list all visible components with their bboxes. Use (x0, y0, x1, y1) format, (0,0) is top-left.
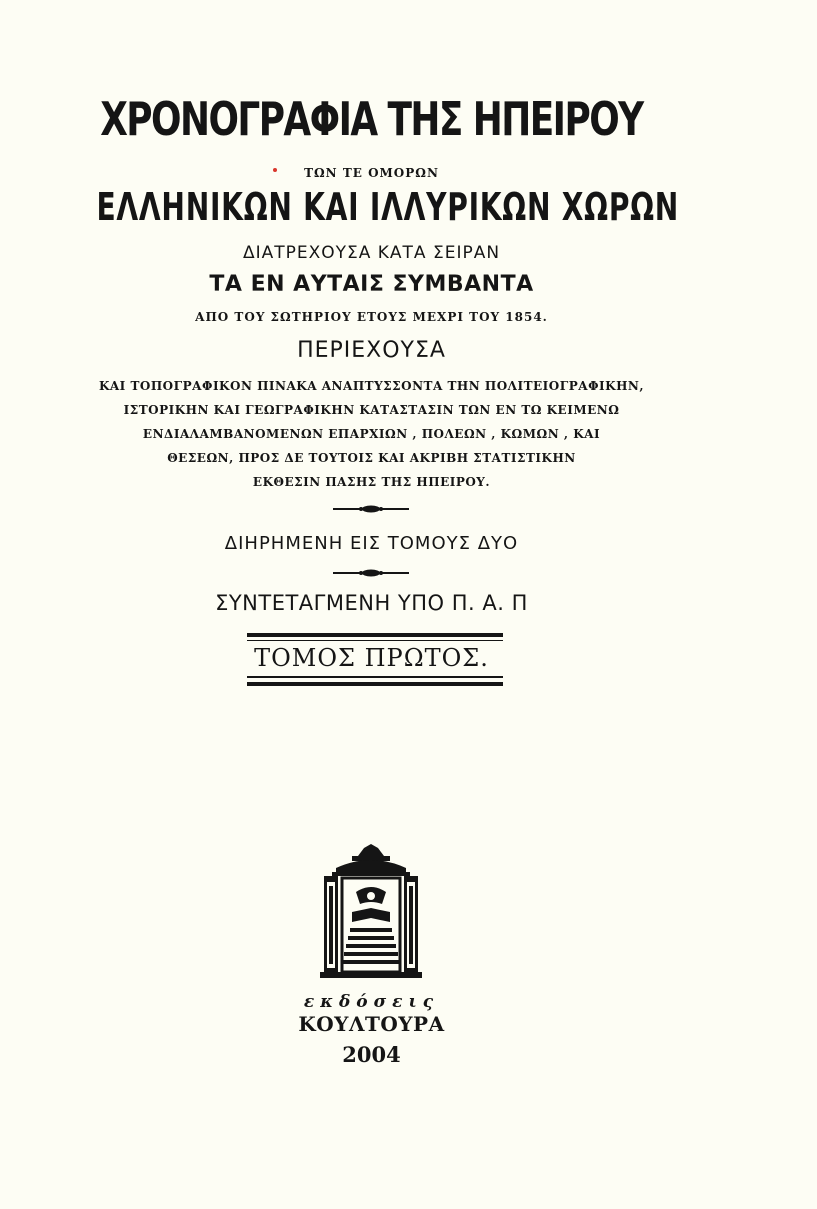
rule-thin (247, 640, 503, 641)
rule-thin (247, 676, 503, 678)
subtitle-large: ΕΛΛΗΝΙΚΩΝ ΚΑΙ ΙΛΛΥΡΙΚΩΝ ΧΩΡΩΝ (96, 185, 680, 229)
description-line: ΙΣΤΟΡΙΚΗΝ ΚΑΙ ΓΕΩΓΡΑΦΙΚΗΝ ΚΑΤΑΣΤΑΣΙΝ ΤΩΝ ΕΝ ΤΩ ΚΕΙΜΕΝΩ (123, 403, 620, 417)
description-line: ΚΑΙ ΤΟΠΟΓΡΑΦΙΚΟΝ ΠΙΝΑΚΑ ΑΝΑΠΤΥΣΣΟΝΤΑ ΤΗΝ ΠΟΛΙΤΕΙΟΓΡΑΦΙΚΗΝ, (98, 379, 645, 393)
ornament-divider (331, 567, 411, 579)
rule-thick (247, 633, 503, 637)
rule-thick (247, 682, 503, 686)
publisher-label: εκδόσεις (303, 992, 440, 1012)
publisher-name: ΚΟΥΛΤΟΥΡΑ (298, 1012, 445, 1036)
description-line: ΕΝΔΙΑΛΑΜΒΑΝΟΜΕΝΩΝ ΕΠΑΡΧΙΩΝ , ΠΟΛΕΩΝ , ΚΩΜΩΝ , ΚΑΙ (142, 427, 601, 441)
publisher-emblem-icon (318, 842, 424, 978)
description-paragraph (0, 374, 743, 494)
subtitle-line-5: ΑΠΟ ΤΟΥ ΣΩΤΗΡΙΟΥ ΕΤΟΥΣ ΜΕΧΡΙ ΤΟΥ 1854. (195, 310, 548, 324)
compiler-line: ΣΥΝΤΕΤΑΓΜΕΝΗ ΥΠΟ Π. Α. Π (215, 591, 528, 615)
subtitle-line-3: ΔΙΑΤΡΕΧΟΥΣΑ ΚΑΤΑ ΣΕΙΡΑΝ (242, 243, 501, 263)
ornament-divider (331, 503, 411, 515)
book-title: ΧΡΟΝΟΓΡΑΦΙΑ ΤΗΣ ΗΠΕΙΡΟΥ (100, 92, 643, 146)
volume-title: ΤΟΜΟΣ ΠΡΩΤΟΣ. (254, 644, 489, 672)
subtitle-line-4: ΤΑ ΕΝ ΑΥΤΑΙΣ ΣΥΜΒΑΝΤΑ (209, 272, 534, 297)
volumes-info: ΔΙΗΡΗΜΕΝΗ ΕΙΣ ΤΟΜΟΥΣ ΔΥΟ (224, 533, 519, 554)
subtitle-line-6: ΠΕΡΙΕΧΟΥΣΑ (297, 338, 446, 363)
publication-year: 2004 (342, 1042, 401, 1067)
subtitle-small: ΤΩΝ ΤΕ ΟΜΟΡΩΝ (304, 166, 439, 180)
description-line: ΘΕΣΕΩΝ, ΠΡΟΣ ΔΕ ΤΟΥΤΟΙΣ ΚΑΙ ΑΚΡΙΒΗ ΣΤΑΤΙΣΤΙΚΗΝ (167, 451, 576, 465)
description-line: ΕΚΘΕΣΙΝ ΠΑΣΗΣ ΤΗΣ ΗΠΕΙΡΟΥ. (252, 475, 491, 489)
